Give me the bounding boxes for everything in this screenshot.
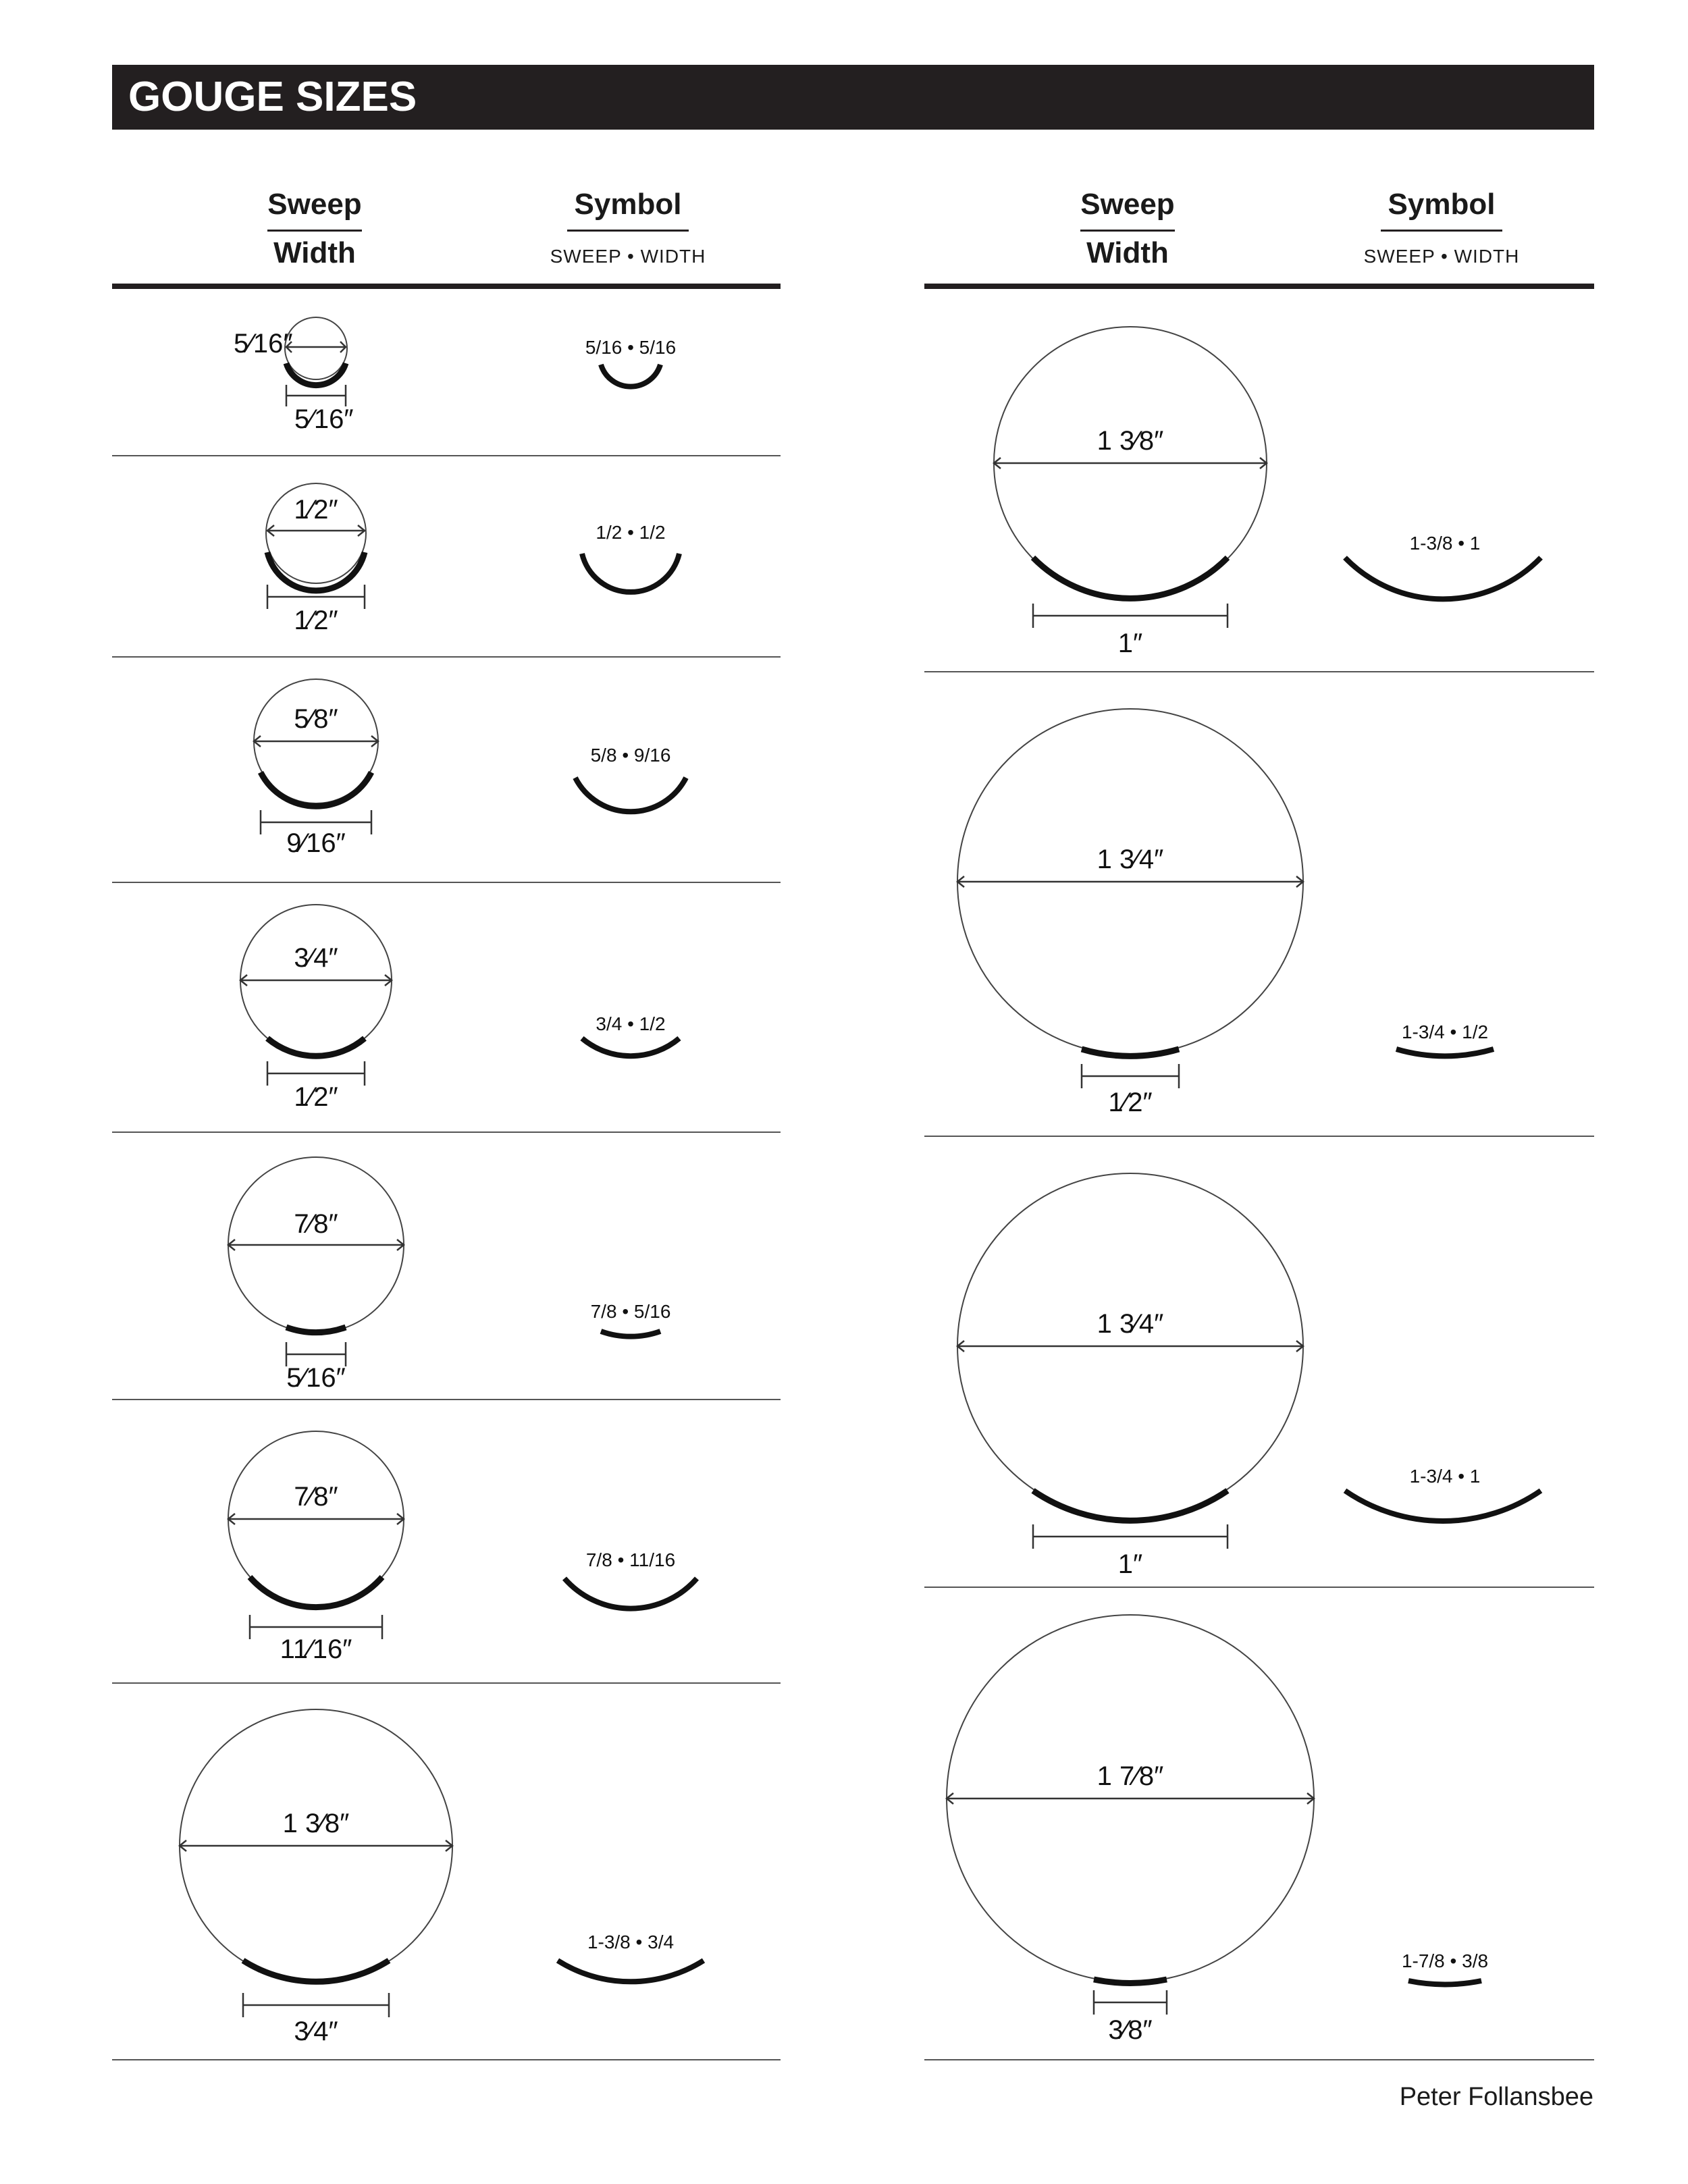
sweep-label: 1 3⁄4″ xyxy=(1097,845,1164,874)
gouge-row xyxy=(180,1709,704,2046)
symbol-label: 1/2 • 1/2 xyxy=(596,522,666,543)
gouge-row xyxy=(947,1615,1488,2045)
width-label: 11⁄16″ xyxy=(280,1634,352,1664)
header-sweep-right: Sweep xyxy=(1080,188,1175,221)
width-label: 3⁄8″ xyxy=(1108,2015,1153,2045)
symbol-label: 1-3/4 • 1 xyxy=(1409,1466,1481,1487)
sweep-label: 1 3⁄4″ xyxy=(1097,1309,1164,1339)
page-title: GOUGE SIZES xyxy=(128,74,417,120)
header-width-right: Width xyxy=(1086,236,1169,269)
symbol-label: 3/4 • 1/2 xyxy=(596,1013,666,1034)
symbol-arc xyxy=(1345,558,1541,599)
symbol-label: 5/16 • 5/16 xyxy=(585,337,677,358)
sweep-label: 1 3⁄8″ xyxy=(1097,426,1164,456)
gouge-arc xyxy=(1033,558,1228,598)
symbol-arc xyxy=(1396,1049,1494,1056)
symbol-arc xyxy=(1408,1981,1481,1984)
symbol-label: 1-7/8 • 3/8 xyxy=(1401,1950,1489,1971)
gouge-row xyxy=(228,1157,670,1393)
symbol-arc xyxy=(558,1961,704,1981)
symbol-arc xyxy=(601,365,660,387)
gouge-arc xyxy=(1033,1491,1228,1520)
symbol-label: 7/8 • 11/16 xyxy=(585,1549,676,1570)
symbol-label: 1-3/8 • 3/4 xyxy=(587,1932,675,1952)
symbol-arc xyxy=(582,554,679,592)
sweep-circle xyxy=(285,317,347,379)
gouge-arc xyxy=(1082,1049,1179,1056)
symbol-arc xyxy=(582,1038,679,1056)
sweep-label: 7⁄8″ xyxy=(294,1209,338,1239)
gouge-row xyxy=(240,905,679,1112)
gouge-arc xyxy=(250,1577,382,1607)
sweep-label: 7⁄8″ xyxy=(294,1482,338,1512)
width-label: 1⁄2″ xyxy=(294,1082,338,1112)
symbol-label: 1-3/4 • 1/2 xyxy=(1401,1021,1489,1042)
gouge-arc xyxy=(267,552,365,591)
width-label: 9⁄16″ xyxy=(286,828,346,858)
sweep-label: 5⁄16″ xyxy=(234,329,293,358)
width-label: 5⁄16″ xyxy=(294,404,354,434)
width-label: 1″ xyxy=(1117,1549,1143,1579)
gouge-row xyxy=(957,1173,1541,1579)
sweep-label: 1 3⁄8″ xyxy=(282,1809,350,1838)
width-label: 3⁄4″ xyxy=(294,2017,338,2046)
gouge-arc xyxy=(267,1038,365,1056)
gouge-row xyxy=(254,679,686,858)
width-label: 1⁄2″ xyxy=(1108,1088,1153,1117)
gouge-row xyxy=(228,1431,697,1664)
header-symbol-right: Symbol xyxy=(1388,188,1496,221)
gouge-arc xyxy=(1094,1979,1167,1983)
gouge-arc xyxy=(243,1961,389,1981)
symbol-label: 7/8 • 5/16 xyxy=(590,1301,671,1322)
symbol-arc xyxy=(575,778,686,811)
header-symbol-sub-right: SWEEP • WIDTH xyxy=(1363,246,1520,267)
symbol-arc xyxy=(564,1578,697,1609)
header-width-left: Width xyxy=(273,236,356,269)
gouge-row xyxy=(957,709,1494,1117)
width-label: 1⁄2″ xyxy=(294,606,338,635)
symbol-arc xyxy=(1345,1491,1541,1521)
symbol-label: 1-3/8 • 1 xyxy=(1409,533,1481,554)
author-credit: Peter Follansbee xyxy=(1399,2083,1593,2111)
sweep-label: 5⁄8″ xyxy=(294,704,338,734)
width-label: 5⁄16″ xyxy=(286,1363,346,1393)
header-symbol-left: Symbol xyxy=(574,188,682,221)
gouge-arc xyxy=(286,1327,346,1333)
gouge-row xyxy=(266,483,679,635)
sweep-label: 1⁄2″ xyxy=(294,495,338,525)
width-label: 1″ xyxy=(1117,629,1143,658)
gouge-arc xyxy=(261,772,371,806)
header-symbol-sub-left: SWEEP • WIDTH xyxy=(550,246,706,267)
gouge-row xyxy=(994,327,1541,658)
header-sweep-left: Sweep xyxy=(267,188,362,221)
sweep-label: 3⁄4″ xyxy=(294,943,338,973)
gouge-arc xyxy=(286,363,346,385)
sweep-label: 1 7⁄8″ xyxy=(1097,1761,1164,1791)
symbol-label: 5/8 • 9/16 xyxy=(590,745,671,766)
symbol-arc xyxy=(601,1331,660,1337)
gouge-row xyxy=(234,317,676,434)
